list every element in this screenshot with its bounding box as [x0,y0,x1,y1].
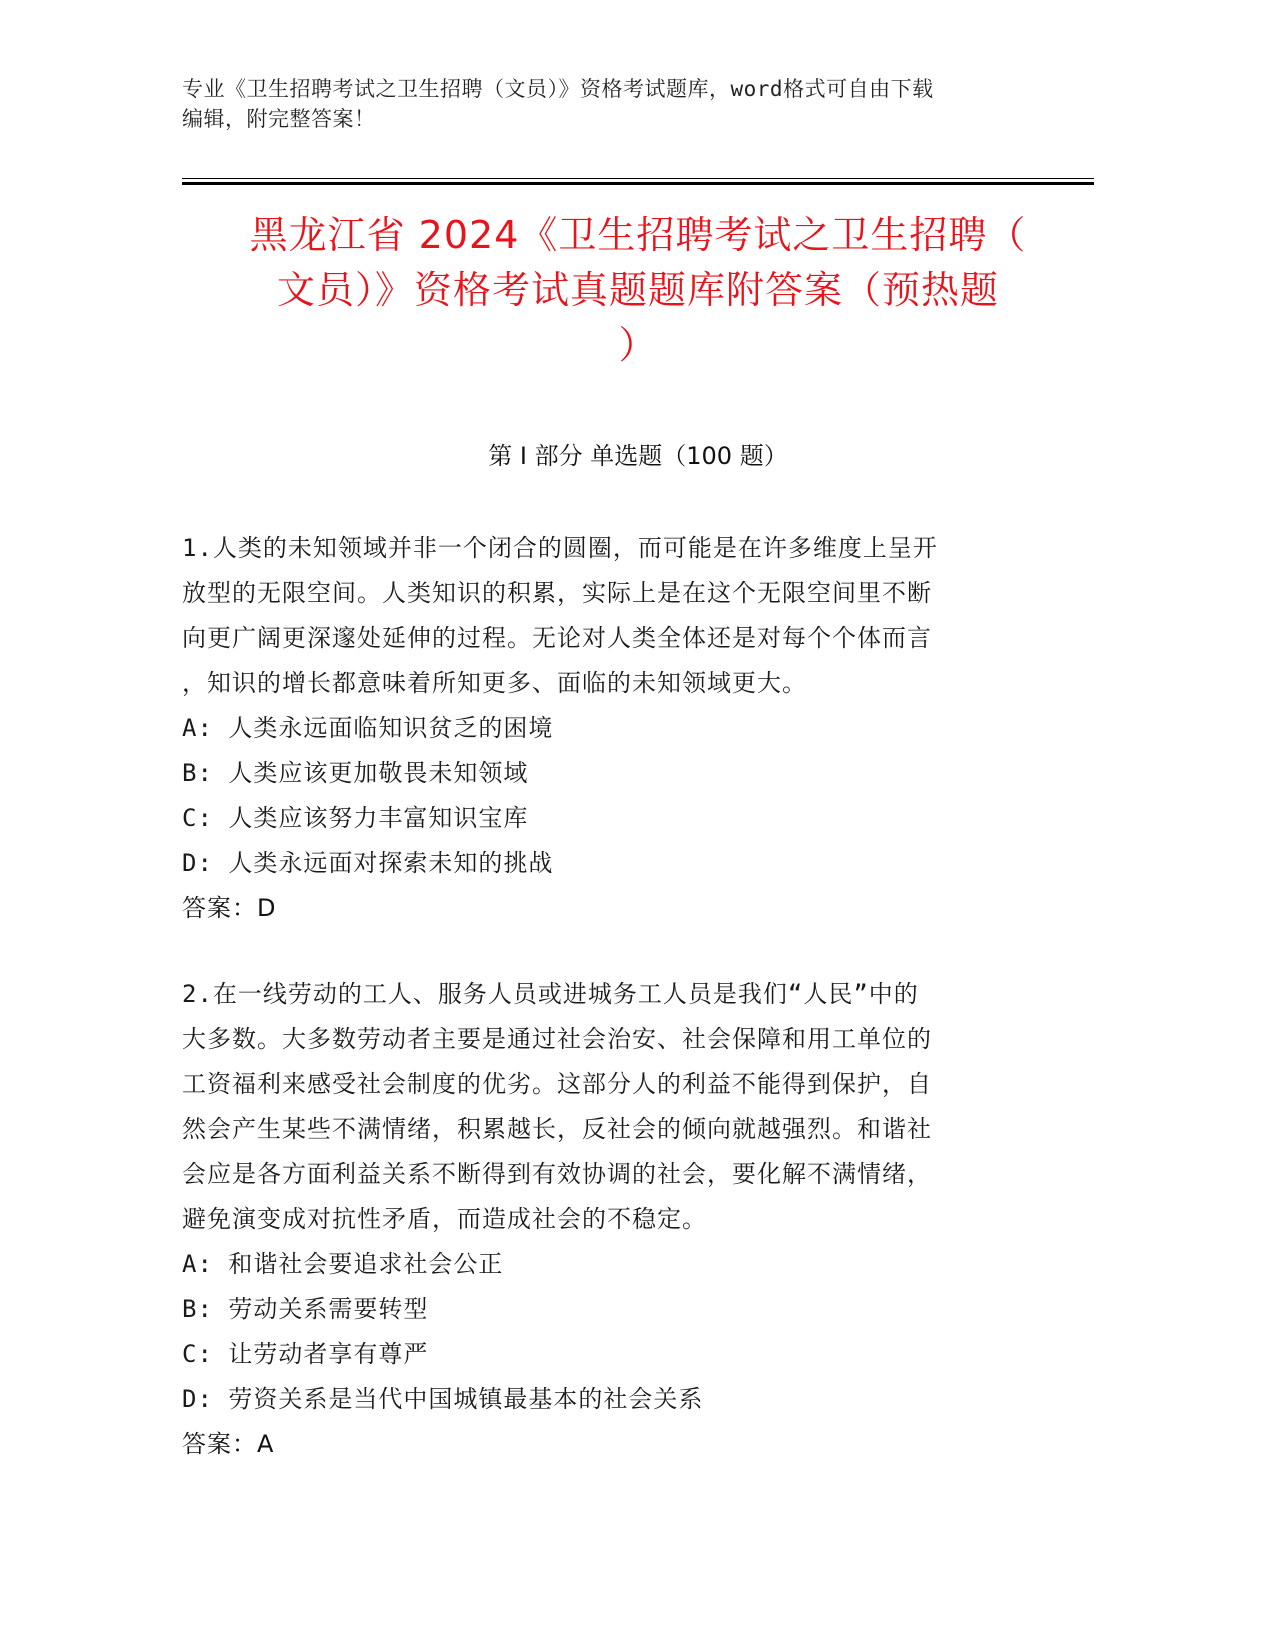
question-2 [182,972,1042,1467]
option-d: D: 劳资关系是当代中国城镇最基本的社会关系 [182,1385,704,1413]
question-1 [182,526,1042,931]
option-text: 人类永远面对探索未知的挑战 [228,849,554,877]
option-b: B: 人类应该更加敬畏未知领域 [182,759,529,787]
title-line-1: 黑龙江省 2024《卫生招聘考试之卫生招聘（ [249,213,1027,257]
option-b: B: 劳动关系需要转型 [182,1295,429,1323]
question-stem-line: 避免演变成对抗性矛盾，而造成社会的不稳定。 [182,1205,707,1233]
document-title [182,208,1094,373]
option-letter: C [182,804,198,832]
option-letter: B [182,1295,198,1323]
option-letter: A [182,714,198,742]
question-stem-line: 工资福利来感受社会制度的优劣。这部分人的利益不能得到保护，自 [182,1070,932,1098]
option-text: 人类应该努力丰富知识宝库 [228,804,529,832]
option-text: 劳资关系是当代中国城镇最基本的社会关系 [228,1385,704,1413]
answer-line: 答案：A [182,1430,275,1458]
option-letter: A [182,1250,198,1278]
option-text: 人类应该更加敬畏未知领域 [228,759,529,787]
header-note [182,74,1052,134]
question-stem-line: 然会产生某些不满情绪，积累越长，反社会的倾向就越强烈。和谐社 [182,1115,932,1143]
question-stem-line: 会应是各方面利益关系不断得到有效协调的社会，要化解不满情绪， [182,1160,932,1188]
option-c: C: 人类应该努力丰富知识宝库 [182,804,529,832]
option-letter: D [182,849,198,877]
option-text: 劳动关系需要转型 [228,1295,429,1323]
option-c: C: 让劳动者享有尊严 [182,1340,429,1368]
option-letter: C [182,1340,198,1368]
header-divider-thick [182,182,1094,185]
header-divider-thin [182,178,1094,179]
question-stem-line: 大多数。大多数劳动者主要是通过社会治安、社会保障和用工单位的 [182,1025,932,1053]
option-a: A: 人类永远面临知识贫乏的困境 [182,714,554,742]
option-letter: D [182,1385,198,1413]
title-line-2: 文员）》资格考试真题题库附答案（预热题 [276,268,999,312]
option-text: 让劳动者享有尊严 [228,1340,429,1368]
answer-line: 答案：D [182,894,277,922]
option-letter: B [182,759,198,787]
option-text: 人类永远面临知识贫乏的困境 [228,714,554,742]
option-text: 和谐社会要追求社会公正 [228,1250,504,1278]
question-stem-line: 2.在一线劳动的工人、服务人员或进城务工人员是我们“人民”中的 [182,980,919,1008]
question-stem-line: 向更广阔更深邃处延伸的过程。无论对人类全体还是对每个个体而言 [182,624,932,652]
header-note-line-1: 专业《卫生招聘考试之卫生招聘（文员）》资格考试题库，word格式可自由下载 [182,77,934,101]
question-stem-line: 1.人类的未知领域并非一个闭合的圆圈，而可能是在许多维度上呈开 [182,534,938,562]
header-note-line-2: 编辑，附完整答案！ [182,107,376,131]
section-heading: 第 I 部分 单选题（100 题） [488,442,788,470]
question-stem-line: ，知识的增长都意味着所知更多、面临的未知领域更大。 [182,669,807,697]
option-a: A: 和谐社会要追求社会公正 [182,1250,504,1278]
title-line-3: ） [618,323,658,367]
question-stem-line: 放型的无限空间。人类知识的积累，实际上是在这个无限空间里不断 [182,579,932,607]
option-d: D: 人类永远面对探索未知的挑战 [182,849,554,877]
